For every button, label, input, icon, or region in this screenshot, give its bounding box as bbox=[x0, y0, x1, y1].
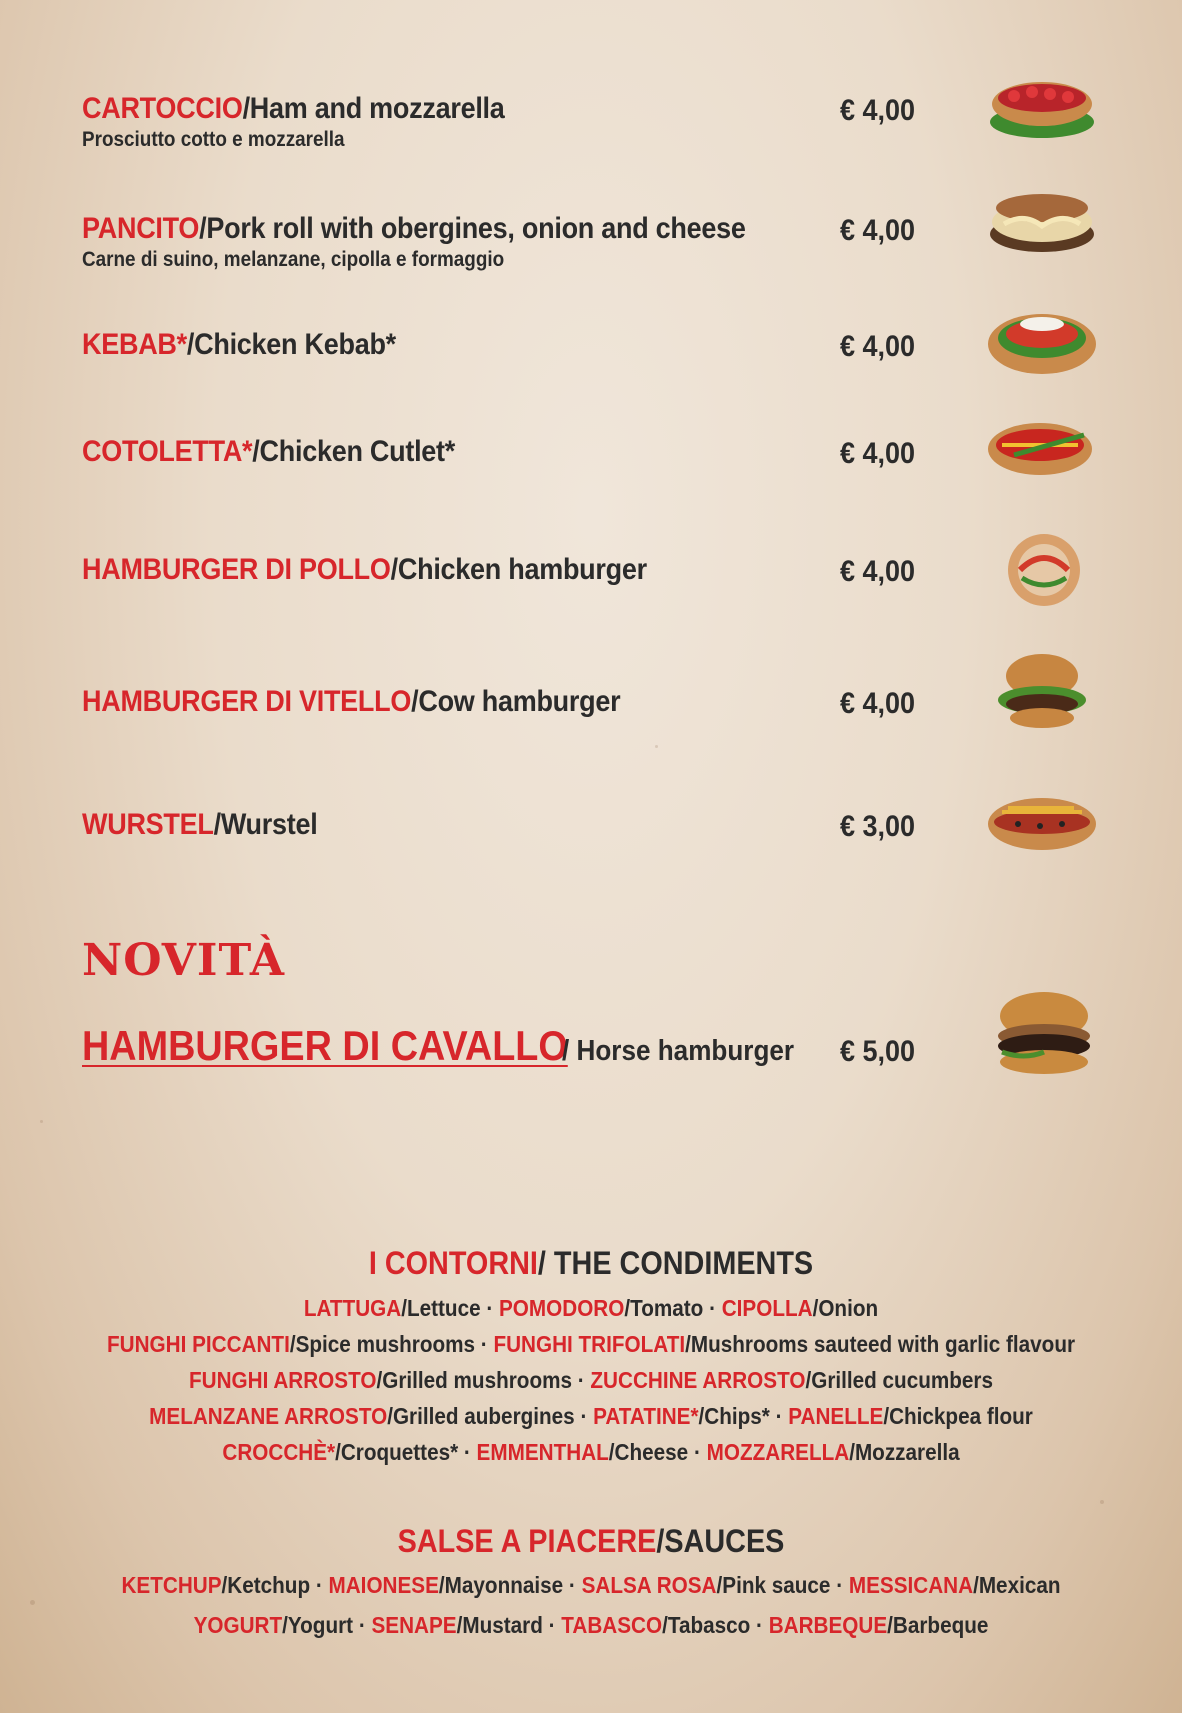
item-price: € 5,00 bbox=[840, 1035, 916, 1068]
contorno-name-it: CIPOLLA bbox=[721, 1295, 813, 1321]
item-name-en: /Pork roll with obergines, onion and cheese bbox=[199, 212, 746, 245]
contorno-name-it: MELANZANE ARROSTO bbox=[149, 1403, 388, 1429]
menu-item-hamburger-vitello bbox=[82, 685, 1142, 785]
contorno-line bbox=[59, 1295, 1123, 1322]
contorno-name-it: PATATINE* bbox=[593, 1403, 699, 1429]
pork-roll-photo-icon bbox=[984, 182, 1100, 264]
contorno-name-en: /Grilled mushrooms bbox=[376, 1367, 573, 1393]
menu-item-wurstel bbox=[82, 808, 1142, 908]
salsa-name-en: /Pink sauce bbox=[716, 1572, 831, 1598]
salsa-name-en: /Mexican bbox=[973, 1572, 1061, 1598]
paper-speck bbox=[1100, 1500, 1104, 1504]
contorno-name-it: FUNGHI PICCANTI bbox=[106, 1331, 290, 1357]
separator-dot: · bbox=[563, 1572, 582, 1598]
separator-dot: · bbox=[750, 1612, 769, 1638]
contorno-name-it: CROCCHÈ* bbox=[222, 1439, 336, 1465]
kebab-photo-icon bbox=[984, 298, 1100, 380]
item-name-en: /Chicken hamburger bbox=[390, 553, 647, 586]
wurstel-photo-icon bbox=[984, 778, 1100, 860]
item-description: Carne di suino, melanzane, cipolla e formaggio bbox=[82, 248, 505, 271]
contorni-title-it: I CONTORNI bbox=[368, 1245, 538, 1281]
sandwich-photo-icon bbox=[984, 62, 1100, 144]
salsa-name-it: KETCHUP bbox=[121, 1572, 222, 1598]
contorno-line bbox=[59, 1367, 1123, 1394]
item-name-en: /Chicken Cutlet* bbox=[252, 435, 456, 468]
contorno-name-it: FUNGHI ARROSTO bbox=[189, 1367, 377, 1393]
contorno-name-en: /Lettuce bbox=[401, 1295, 481, 1321]
menu-item-cotoletta bbox=[82, 435, 1142, 535]
item-name-en: /Chicken Kebab* bbox=[186, 328, 396, 361]
salsa-name-en: /Mustard bbox=[456, 1612, 543, 1638]
paper-speck bbox=[30, 1600, 35, 1605]
cutlet-photo-icon bbox=[984, 405, 1100, 487]
salsa-name-en: /Mayonnaise bbox=[438, 1572, 564, 1598]
contorno-name-en: /Chickpea flour bbox=[883, 1403, 1033, 1429]
contorno-name-it: POMODORO bbox=[499, 1295, 625, 1321]
contorno-name-it: FUNGHI TRIFOLATI bbox=[493, 1331, 686, 1357]
contorno-name-en: /Mozzarella bbox=[849, 1439, 960, 1465]
contorno-name-en: /Cheese bbox=[608, 1439, 689, 1465]
item-price: € 4,00 bbox=[840, 437, 916, 470]
item-name-it: PANCITO bbox=[82, 212, 200, 245]
separator-dot: · bbox=[688, 1439, 707, 1465]
item-name-it: COTOLETTA* bbox=[82, 435, 253, 468]
salse-title-en: /SAUCES bbox=[656, 1523, 785, 1559]
contorno-line bbox=[59, 1439, 1123, 1466]
contorno-name-en: /Onion bbox=[812, 1295, 879, 1321]
salsa-name-it: TABASCO bbox=[561, 1612, 663, 1638]
separator-dot: · bbox=[769, 1403, 789, 1429]
separator-dot: · bbox=[353, 1612, 372, 1638]
salsa-name-it: MESSICANA bbox=[848, 1572, 974, 1598]
novita-heading: NOVITÀ bbox=[82, 935, 285, 986]
item-price: € 3,00 bbox=[840, 810, 916, 843]
separator-dot: · bbox=[480, 1295, 500, 1321]
cow-burger-photo-icon bbox=[984, 643, 1100, 739]
salsa-name-en: /Barbeque bbox=[887, 1612, 989, 1638]
salsa-name-en: /Yogurt bbox=[282, 1612, 354, 1638]
contorno-line bbox=[59, 1403, 1123, 1430]
menu-item-cartoccio bbox=[82, 92, 1142, 192]
item-price: € 4,00 bbox=[840, 687, 916, 720]
salsa-name-it: SENAPE bbox=[371, 1612, 457, 1638]
contorno-name-it: LATTUGA bbox=[303, 1295, 402, 1321]
menu-item-pancito bbox=[82, 212, 1142, 312]
salsa-name-en: /Ketchup bbox=[221, 1572, 311, 1598]
salsa-name-en: /Tabasco bbox=[662, 1612, 751, 1638]
menu-item-kebab bbox=[82, 328, 1142, 428]
item-price: € 4,00 bbox=[840, 330, 916, 363]
contorno-name-en: /Spice mushrooms bbox=[289, 1331, 476, 1357]
chicken-burger-photo-icon bbox=[984, 519, 1100, 615]
separator-dot: · bbox=[310, 1572, 329, 1598]
salsa-line bbox=[59, 1612, 1123, 1639]
separator-dot: · bbox=[475, 1331, 494, 1357]
item-name-en: / Horse hamburger bbox=[562, 1035, 795, 1067]
item-price: € 4,00 bbox=[840, 214, 916, 247]
item-name-en: /Ham and mozzarella bbox=[242, 92, 505, 125]
separator-dot: · bbox=[703, 1295, 722, 1321]
item-price: € 4,00 bbox=[840, 94, 916, 127]
item-name-it: CARTOCCIO bbox=[82, 92, 243, 125]
salse-title-it: SALSE A PIACERE bbox=[397, 1523, 657, 1559]
item-name-it: HAMBURGER DI POLLO bbox=[82, 553, 391, 586]
salsa-line bbox=[59, 1572, 1123, 1599]
item-name-it: HAMBURGER DI VITELLO bbox=[82, 685, 412, 718]
item-name-it: KEBAB* bbox=[82, 328, 187, 361]
item-name-it: HAMBURGER DI CAVALLO bbox=[82, 1022, 568, 1069]
contorno-name-en: /Grilled cucumbers bbox=[805, 1367, 993, 1393]
salsa-name-it: SALSA ROSA bbox=[581, 1572, 717, 1598]
contorno-name-en: /Chips* bbox=[698, 1403, 770, 1429]
menu-item-hamburger-pollo bbox=[82, 553, 1142, 653]
horse-burger-photo-icon bbox=[984, 990, 1100, 1082]
contorno-line bbox=[59, 1331, 1123, 1358]
separator-dot: · bbox=[572, 1367, 591, 1393]
contorno-name-it: EMMENTHAL bbox=[476, 1439, 609, 1465]
item-name-en: /Cow hamburger bbox=[411, 685, 621, 718]
contorno-name-en: /Croquettes* bbox=[335, 1439, 459, 1465]
salsa-name-it: BARBEQUE bbox=[768, 1612, 888, 1638]
contorni-title bbox=[59, 1245, 1123, 1282]
item-name-en: /Wurstel bbox=[213, 808, 318, 841]
salsa-name-it: MAIONESE bbox=[328, 1572, 439, 1598]
contorno-name-it: PANELLE bbox=[788, 1403, 884, 1429]
separator-dot: · bbox=[542, 1612, 562, 1638]
separator-dot: · bbox=[830, 1572, 849, 1598]
separator-dot: · bbox=[574, 1403, 594, 1429]
contorno-name-en: /Grilled aubergines bbox=[387, 1403, 575, 1429]
item-price: € 4,00 bbox=[840, 555, 916, 588]
separator-dot: · bbox=[458, 1439, 477, 1465]
item-name-it: WURSTEL bbox=[82, 808, 214, 841]
menu-item-hamburger-cavallo bbox=[82, 1022, 1142, 1092]
item-description: Prosciutto cotto e mozzarella bbox=[82, 128, 345, 151]
salse-title bbox=[59, 1523, 1123, 1560]
contorno-name-en: /Mushrooms sauteed with garlic flavour bbox=[685, 1331, 1076, 1357]
paper-speck bbox=[40, 1120, 43, 1123]
contorno-name-it: ZUCCHINE ARROSTO bbox=[590, 1367, 806, 1393]
contorni-title-en: / THE CONDIMENTS bbox=[537, 1245, 814, 1281]
contorno-name-it: MOZZARELLA bbox=[706, 1439, 850, 1465]
salsa-name-it: YOGURT bbox=[193, 1612, 283, 1638]
contorno-name-en: /Tomato bbox=[624, 1295, 704, 1321]
